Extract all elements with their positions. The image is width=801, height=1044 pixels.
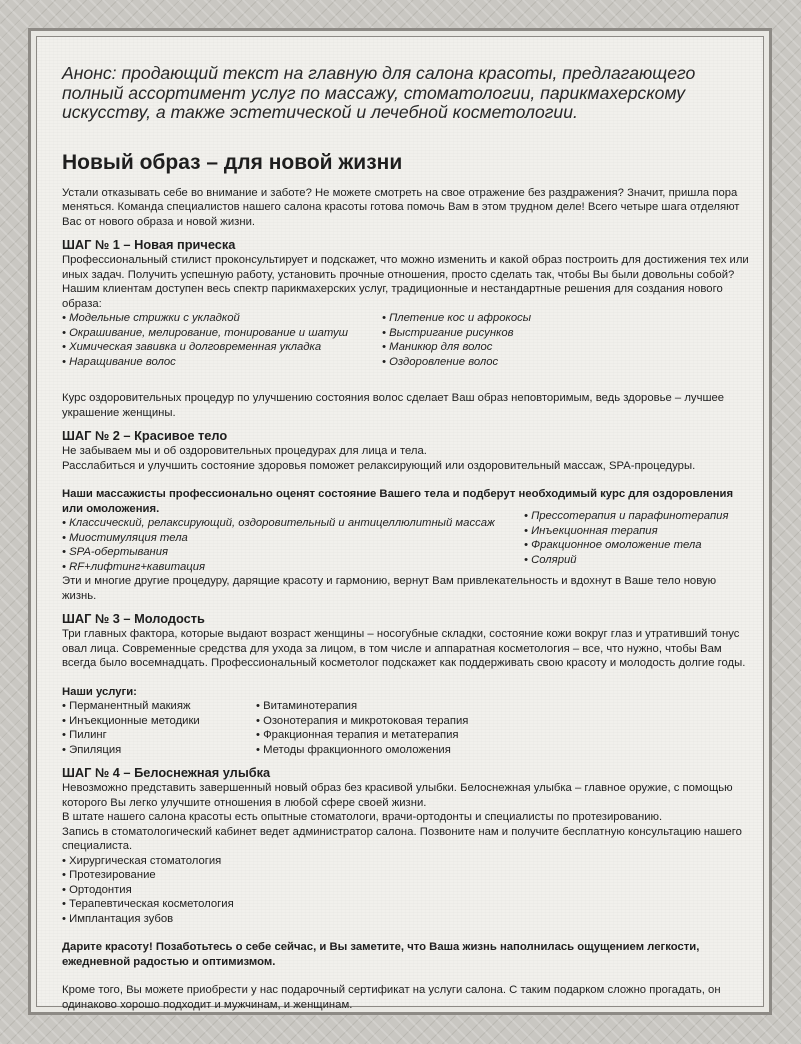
list-item: • Терапевтическая косметология [62,898,234,910]
list-item: • Пилинг [62,729,107,741]
list-item: • Наращивание волос [62,355,176,368]
list-item: • Эпиляция [62,743,122,756]
list-item: • Плетение кос и афрокосы [382,312,532,324]
list-item: • Методы фракционного омоложения [256,743,451,756]
list-item: • Фракционное омоложение тела [524,539,702,551]
step2-heading: ШАГ № 2 – Красивое тело [62,428,228,443]
step2-text1: Не забываем мы и об оздоровительных процедурах для лица и тела. [62,445,427,457]
list-item: • Перманентный макияж [62,700,191,712]
lead-paragraph: Устали отказывать себе во внимание и заботе? Не можете смотреть на свое отражение без раздражения? Значит, пришла пора меняться. Команда специалистов нашего салона красоты готова помочь Вам в этом трудном деле! Всего четыре шага отделяют Вас от нового образа и новой жизни. [62,186,740,228]
document-content [62,64,752,1012]
services-label: Наши услуги: [62,685,137,698]
step1-list [62,311,752,369]
step3-text: Три главных фактора, которые выдают возраст женщины – носогубные складки, состояние кожи вокруг глаз и утративший тонус овал лица. Современные средства для ухода за лицом, в том числе и аппаратная косметология – все, что нужно, чтобы Вам всегда было восемнадцать. Профессиональный косметолог подскажет как поддерживать свою красоту и молодость долгие годы. [62,628,746,669]
step1-text: Профессиональный стилист проконсультирует и подскажет, что можно изменить и какой образ построить для достижения тех или иных задач. Получить успешную работу, установить прочные отношения, просто сделать так, чтобы Вы были довольны собой? Нашим клиентам доступен весь спектр парикмахерских услуг, традиционные и нестандартные решения для создания нового образа: [62,254,749,310]
closing-bold: Дарите красоту! Позаботьтесь о себе сейчас, и Вы заметите, что Ваша жизнь наполнилась ощущением легкости, ежедневной радостью и оптимизмом. [62,941,700,968]
list-item: • Химическая завивка и долговременная укладка [62,341,322,353]
list-item: • Маникюр для волос [382,341,493,353]
list-item: • Миостимуляция тела [62,531,188,544]
step1-heading: ШАГ № 1 – Новая прическа [62,237,236,252]
list-item: • Классический, релаксирующий, оздоровительный и антицеллюлитный массаж [62,517,495,529]
step2-outro: Эти и многие другие процедуру, дарящие красоту и гармонию, вернут Вам привлекательность и вдохнут в Ваше тело новую жизнь. [62,575,717,602]
step4-text1: Невозможно представить завершенный новый образ без красивой улыбки. Белоснежная улыбка – главное оружие, с помощью которого Вы легко улучшите отношения в любой сфере своей жизни. [62,782,733,809]
list-item: • Солярий [524,553,577,566]
step4-list [62,854,752,927]
list-item: • Инъекционная терапия [524,524,658,537]
page-title: Новый образ – для новой жизни [62,150,403,174]
step2-bold-text: Наши массажисты профессионально оценят состояние Вашего тела и подберут необходимый курс для оздоровления или омоложения. [62,488,734,515]
step4-text3: Запись в стоматологический кабинет ведет администратор салона. Позвоните нам и получите бесплатную консультацию нашего специалиста. [62,825,742,852]
list-item: • Оздоровление волос [382,355,499,368]
closing-paragraph: Кроме того, Вы можете приобрести у нас подарочный сертификат на услуги салона. С таким подарком сложно прогадать, он одинаково хорошо подходит и мужчинам, и женщинам. [62,984,721,1011]
list-item: • Протезирование [62,869,156,881]
step2-text2: Расслабиться и улучшить состояние здоровья поможет релаксирующий или оздоровительный массаж, SPA-процедуры. [62,459,696,472]
step3-heading: ШАГ № 3 – Молодость [62,611,205,626]
step1-outro: Курс оздоровительных процедур по улучшению состояния волос сделает Ваш образ неповторимым, ведь здоровье – лучшее украшение женщины. [62,392,725,419]
announcement: Анонс: продающий текст на главную для салона красоты, предлагающего полный ассортимент услуг по массажу, стоматологии, парикмахерскому искусству, а также эстетической и лечебной косметологии. [62,63,696,122]
list-item: • Прессотерапия и парафинотерапия [524,510,729,522]
list-item: • Инъекционные методики [62,714,200,727]
step3-list [62,699,752,757]
step4-text2: В штате нашего салона красоты есть опытные стоматологи, врачи-ортодонты и специалисты по протезированию. [62,811,663,823]
list-item: • Хирургическая стоматология [62,854,222,867]
list-item: • Имплантация зубов [62,912,174,925]
list-item: • Фракционная терапия и метатерапия [256,729,459,741]
step4-heading: ШАГ № 4 – Белоснежная улыбка [62,765,271,780]
list-item: • Озонотерапия и микротоковая терапия [256,714,469,727]
list-item: • Ортодонтия [62,883,132,896]
list-item: • Витаминотерапия [256,700,358,712]
list-item: • Модельные стрижки с укладкой [62,312,240,324]
list-item: • Выстригание рисунков [382,326,514,339]
list-item: • Окрашивание, мелирование, тонирование и шатуш [62,326,349,339]
list-item: • RF+лифтинг+кавитация [62,560,206,573]
list-item: • SPA-обертывания [62,546,169,558]
step2-list [62,510,752,574]
